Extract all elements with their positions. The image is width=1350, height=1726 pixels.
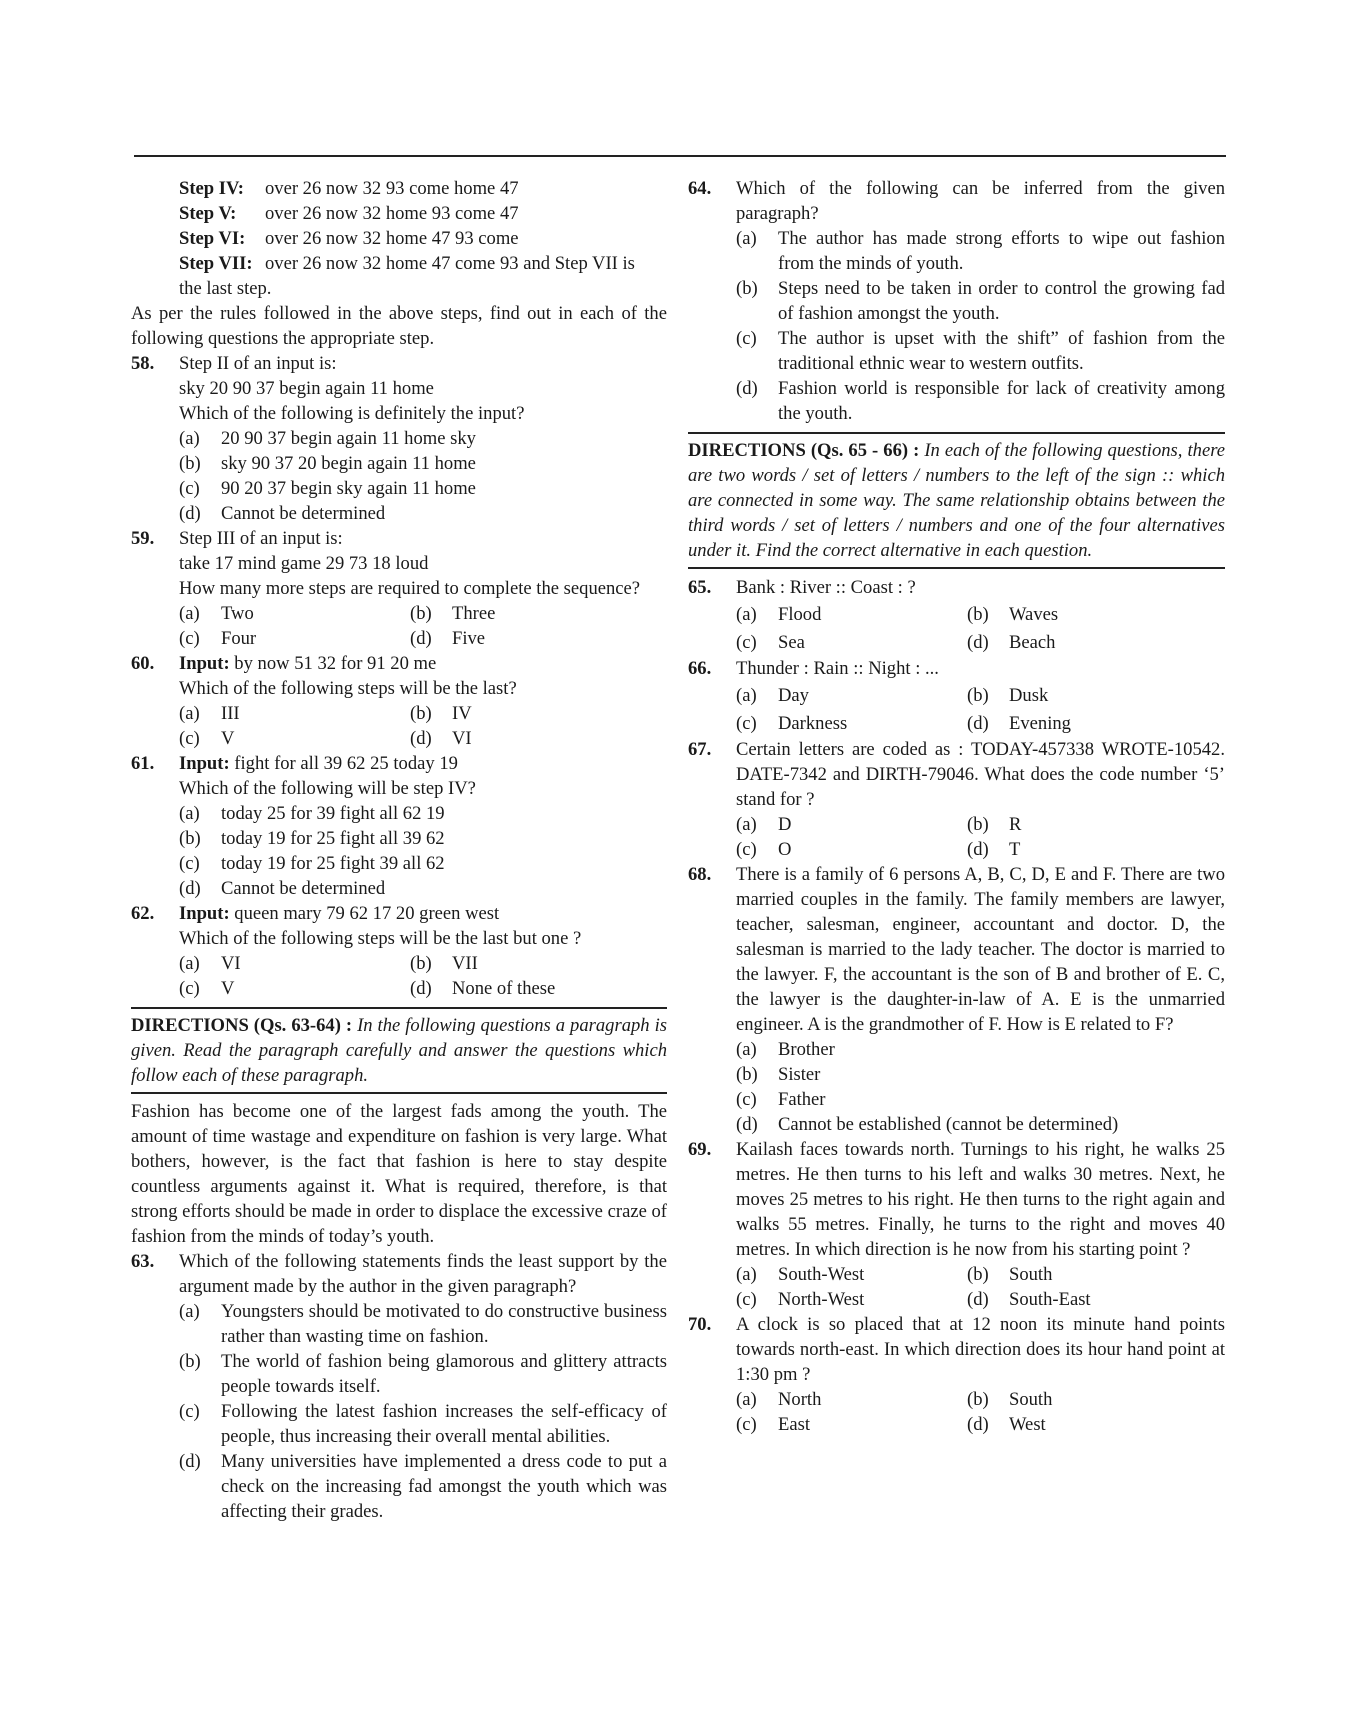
option-text: South xyxy=(1009,1389,1053,1410)
option-tag: (a) xyxy=(179,703,200,724)
option[interactable] xyxy=(179,951,410,976)
option-text: The author has made strong efforts to wipe out fashion from the minds of youth. xyxy=(778,228,1225,274)
option-row xyxy=(688,1412,1225,1437)
option-text: Father xyxy=(778,1089,826,1110)
question-number: 61. xyxy=(131,753,155,774)
option[interactable] xyxy=(688,1112,1225,1137)
option[interactable] xyxy=(410,976,641,1001)
question-number: 66. xyxy=(688,658,712,679)
question-text: Which of the following steps will be the last but one ? xyxy=(179,928,582,949)
step-label: Step VI: xyxy=(179,228,246,249)
step-label: Step V: xyxy=(179,203,237,224)
option-text: 90 20 37 begin sky again 11 home xyxy=(221,478,476,499)
option-tag: (c) xyxy=(736,328,757,349)
question-text: Bank : River :: Coast : ? xyxy=(736,577,916,598)
question-number: 62. xyxy=(131,903,155,924)
option-tag: (d) xyxy=(736,1114,758,1135)
directions-label: DIRECTIONS (Qs. 63-64) : xyxy=(131,1015,353,1036)
option-tag: (d) xyxy=(736,378,758,399)
option-tag: (c) xyxy=(179,628,200,649)
option-tag: (a) xyxy=(736,814,757,835)
option-tag: (d) xyxy=(967,1414,989,1435)
option-text: Evening xyxy=(1009,712,1071,734)
option-tag: (b) xyxy=(736,278,758,299)
step-row xyxy=(131,201,667,226)
question-text: fight for all 39 62 25 today 19 xyxy=(229,753,458,774)
option-text: today 19 for 25 fight all 39 62 xyxy=(221,828,445,849)
option-text: R xyxy=(1009,814,1022,835)
passage-text: Fashion has become one of the largest fads among the youth. The amount of time wastage and expenditure on fashion is very large. What bothers, however, is the fact that fashion is here to stay despite countless arguments against it. What is required, therefore, is that strong efforts should be made in order to displace the excessive craze of fashion from the minds of today’s youth. xyxy=(131,1101,667,1247)
option-text: III xyxy=(221,703,240,724)
option-tag: (d) xyxy=(967,839,989,860)
question-64 xyxy=(688,176,1225,226)
option-tag: (a) xyxy=(736,1389,757,1410)
option-tag: (c) xyxy=(179,853,200,874)
option-text: IV xyxy=(452,703,472,724)
option-text: Waves xyxy=(1009,603,1059,625)
option-tag: (b) xyxy=(967,814,989,835)
option[interactable] xyxy=(688,1037,1225,1062)
option[interactable] xyxy=(967,1287,1198,1312)
option-text: The author is upset with the shift” of fashion from the traditional ethnic wear to western outfits. xyxy=(778,328,1225,374)
option[interactable] xyxy=(736,1412,967,1437)
option-tag: (c) xyxy=(179,1401,200,1422)
question-69 xyxy=(688,1137,1225,1262)
option-text: Following the latest fashion increases the self-efficacy of people, thus increasing their overall mental abilities. xyxy=(221,1401,667,1447)
option-tag: (a) xyxy=(736,1264,757,1285)
question-text: Which of the following steps will be the last? xyxy=(179,678,517,699)
option-row xyxy=(688,812,1225,837)
option[interactable] xyxy=(179,701,410,726)
option-row xyxy=(688,1387,1225,1412)
option[interactable] xyxy=(410,951,641,976)
question-number: 68. xyxy=(688,864,712,885)
step-text: over 26 now 32 home 47 93 come xyxy=(265,228,519,249)
option-text: Flood xyxy=(778,603,822,625)
option-tag: (b) xyxy=(967,603,989,625)
question-text: A clock is so placed that at 12 noon its minute hand points towards north-east. In which direction does its hour hand point at 1:30 pm ? xyxy=(736,1314,1225,1385)
option-row xyxy=(688,1287,1225,1312)
question-text: Step II of an input is: xyxy=(179,353,337,374)
question-number: 58. xyxy=(131,353,155,374)
option-text: Day xyxy=(778,684,809,706)
question-number: 63. xyxy=(131,1251,155,1272)
option-tag: (d) xyxy=(179,878,201,899)
option[interactable] xyxy=(131,426,667,451)
option-tag: (b) xyxy=(410,953,432,974)
question-65 xyxy=(688,575,1225,600)
option-tag: (d) xyxy=(967,712,989,734)
option[interactable] xyxy=(736,1287,967,1312)
question-text: Step III of an input is: xyxy=(179,528,343,549)
option-text: Brother xyxy=(778,1039,835,1060)
option[interactable] xyxy=(736,628,967,656)
option-row xyxy=(688,600,1225,628)
section-rule xyxy=(131,1092,667,1094)
option[interactable] xyxy=(688,1087,1225,1112)
option-text: Two xyxy=(221,603,254,624)
step-text: over 26 now 32 home 47 come 93 and Step VII is xyxy=(265,253,635,274)
option-text: Cannot be established (cannot be determined) xyxy=(778,1114,1119,1135)
section-rule xyxy=(688,432,1225,434)
option[interactable] xyxy=(131,1399,667,1449)
question-text: Which of the following statements finds the least support by the argument made by the author in the given paragraph? xyxy=(179,1251,667,1297)
question-text: by now 51 32 for 91 20 me xyxy=(229,653,437,674)
question-number: 70. xyxy=(688,1314,712,1335)
option-row xyxy=(688,709,1225,737)
option-tag: (d) xyxy=(179,503,201,524)
step-continuation: the last step. xyxy=(179,278,272,299)
option-tag: (b) xyxy=(179,828,201,849)
question-text: Kailash faces towards north. Turnings to his right, he walks 25 metres. He then turns to his left and walks 30 metres. Next, he moves 25 metres to his right. He then turns to the right again and walks 55 metres. Finally, he turns to the right and moves 40 metres. In which direction is he now from his starting point ? xyxy=(736,1139,1225,1260)
option-text: V xyxy=(221,978,235,999)
option-text: South-West xyxy=(778,1264,865,1285)
question-number: 60. xyxy=(131,653,155,674)
question-text: Which of the following will be step IV? xyxy=(179,778,476,799)
option-tag: (b) xyxy=(179,453,201,474)
intro-text: As per the rules followed in the above steps, find out in each of the following questions the appropriate step. xyxy=(131,303,667,349)
option-tag: (d) xyxy=(967,631,989,653)
option-text: today 25 for 39 fight all 62 19 xyxy=(221,803,445,824)
directions-65-66 xyxy=(688,438,1225,563)
question-text: Which of the following can be inferred from the given paragraph? xyxy=(736,178,1225,224)
option-text: Dusk xyxy=(1009,684,1049,706)
question-61 xyxy=(131,751,667,801)
question-text: How many more steps are required to complete the sequence? xyxy=(179,578,641,599)
option-row xyxy=(688,837,1225,862)
left-column xyxy=(131,176,667,1524)
top-rule xyxy=(134,155,1226,157)
option-tag: (b) xyxy=(410,703,432,724)
right-column xyxy=(688,176,1225,1437)
option-tag: (c) xyxy=(736,1289,757,1310)
question-59 xyxy=(131,526,667,601)
option-tag: (a) xyxy=(179,803,200,824)
option-text: Sea xyxy=(778,631,805,653)
option-tag: (d) xyxy=(410,628,432,649)
option[interactable] xyxy=(179,626,410,651)
option-text: North-West xyxy=(778,1289,865,1310)
option[interactable] xyxy=(131,1349,667,1399)
option-text: None of these xyxy=(452,978,556,999)
option-row xyxy=(131,601,667,626)
option-tag: (b) xyxy=(967,1264,989,1285)
question-58 xyxy=(131,351,667,426)
option[interactable] xyxy=(736,1262,967,1287)
option-tag: (c) xyxy=(736,1089,757,1110)
option-text: Three xyxy=(452,603,496,624)
step-text: over 26 now 32 home 93 come 47 xyxy=(265,203,519,224)
option[interactable] xyxy=(967,709,1198,737)
option-tag: (d) xyxy=(410,728,432,749)
option-row xyxy=(131,976,667,1001)
option-tag: (b) xyxy=(179,1351,201,1372)
step-label: Step VII: xyxy=(179,253,253,274)
option[interactable] xyxy=(179,601,410,626)
question-number: 64. xyxy=(688,178,712,199)
option[interactable] xyxy=(736,709,967,737)
option-text: Fashion world is responsible for lack of creativity among the youth. xyxy=(778,378,1225,424)
option[interactable] xyxy=(179,976,410,1001)
step-row xyxy=(131,251,667,276)
option[interactable] xyxy=(967,812,1198,837)
option-tag: (a) xyxy=(179,603,200,624)
option-text: VI xyxy=(221,953,241,974)
option-row xyxy=(131,701,667,726)
option[interactable] xyxy=(131,851,667,876)
option-row xyxy=(688,1262,1225,1287)
option[interactable] xyxy=(736,1387,967,1412)
option-tag: (c) xyxy=(736,1414,757,1435)
step-text: over 26 now 32 93 come home 47 xyxy=(265,178,519,199)
option[interactable] xyxy=(967,837,1198,862)
option[interactable] xyxy=(967,1412,1198,1437)
option-text: South-East xyxy=(1009,1289,1091,1310)
option-text: Sister xyxy=(778,1064,821,1085)
section-rule xyxy=(688,567,1225,569)
option[interactable] xyxy=(131,876,667,901)
option[interactable] xyxy=(967,681,1198,709)
option[interactable] xyxy=(179,726,410,751)
option-row xyxy=(131,626,667,651)
option-text: Beach xyxy=(1009,631,1056,653)
option-tag: (a) xyxy=(179,428,200,449)
option-text: D xyxy=(778,814,792,835)
option[interactable] xyxy=(131,826,667,851)
question-text: Which of the following is definitely the input? xyxy=(179,403,525,424)
option-row xyxy=(688,681,1225,709)
question-63 xyxy=(131,1249,667,1299)
option-tag: (a) xyxy=(179,953,200,974)
option[interactable] xyxy=(688,226,1225,276)
option[interactable] xyxy=(967,1262,1198,1287)
option-tag: (d) xyxy=(179,1451,201,1472)
option-tag: (a) xyxy=(736,1039,757,1060)
option-text: Cannot be determined xyxy=(221,878,386,899)
option-text: sky 90 37 20 begin again 11 home xyxy=(221,453,476,474)
option[interactable] xyxy=(410,726,641,751)
option-tag: (c) xyxy=(179,728,200,749)
question-67 xyxy=(688,737,1225,812)
question-number: 65. xyxy=(688,577,712,598)
option[interactable] xyxy=(967,600,1198,628)
option[interactable] xyxy=(967,1387,1198,1412)
option[interactable] xyxy=(131,1449,667,1524)
directions-63-64 xyxy=(131,1013,667,1088)
option[interactable] xyxy=(410,626,641,651)
option-tag: (d) xyxy=(967,1289,989,1310)
option-text: VI xyxy=(452,728,472,749)
option[interactable] xyxy=(967,628,1198,656)
option[interactable] xyxy=(688,376,1225,426)
input-label: Input: xyxy=(179,753,230,774)
option-text: VII xyxy=(452,953,478,974)
option-text: South xyxy=(1009,1264,1053,1285)
option-row xyxy=(688,628,1225,656)
option-tag: (c) xyxy=(736,631,757,653)
option-row xyxy=(131,726,667,751)
option[interactable] xyxy=(410,601,641,626)
question-text: Thunder : Rain :: Night : ... xyxy=(736,658,939,679)
option-text: today 19 for 25 fight 39 all 62 xyxy=(221,853,445,874)
question-text: sky 20 90 37 begin again 11 home xyxy=(179,378,434,399)
question-number: 59. xyxy=(131,528,155,549)
option-text: Many universities have implemented a dress code to put a check on the increasing fad amongst the youth which was affecting their grades. xyxy=(221,1451,667,1522)
option-text: East xyxy=(778,1414,811,1435)
option[interactable] xyxy=(131,476,667,501)
question-number: 67. xyxy=(688,739,712,760)
option-text: North xyxy=(778,1389,822,1410)
step-label: Step IV: xyxy=(179,178,244,199)
section-rule xyxy=(131,1007,667,1009)
option[interactable] xyxy=(688,276,1225,326)
option-tag: (d) xyxy=(410,978,432,999)
option-text: Four xyxy=(221,628,257,649)
option-tag: (b) xyxy=(736,1064,758,1085)
question-text: Certain letters are coded as : TODAY-457338 WROTE-10542. DATE-7342 and DIRTH-79046. What does the code number ‘5’ stand for ? xyxy=(736,739,1225,810)
option-text: Youngsters should be motivated to do constructive business rather than wasting time on fashion. xyxy=(221,1301,667,1347)
option-text: T xyxy=(1009,839,1021,860)
directions-text: In the following questions a paragraph is given. Read the paragraph carefully and answer the questions which follow each of these paragraph. xyxy=(131,1015,667,1086)
option-tag: (a) xyxy=(736,603,757,625)
option-text: Cannot be determined xyxy=(221,503,386,524)
option-row xyxy=(131,951,667,976)
option-text: Darkness xyxy=(778,712,848,734)
option[interactable] xyxy=(688,1062,1225,1087)
step-row xyxy=(131,176,667,201)
directions-label: DIRECTIONS (Qs. 65 - 66) : xyxy=(688,440,920,461)
option-tag: (b) xyxy=(967,684,989,706)
option-tag: (a) xyxy=(736,684,757,706)
directions-text: In each of the following questions, there are two words / set of letters / numbers to the left of the sign :: which are connected in some way. The same relationship obtains between the third words / set of letters / numbers and one of the four alternatives under it. Find the correct alternative in each question. xyxy=(688,440,1225,561)
option-text: Five xyxy=(452,628,486,649)
option-tag: (c) xyxy=(736,839,757,860)
option-tag: (a) xyxy=(736,228,757,249)
option-tag: (c) xyxy=(736,712,757,734)
option-text: 20 90 37 begin again 11 home sky xyxy=(221,428,476,449)
option[interactable] xyxy=(131,801,667,826)
option[interactable] xyxy=(736,681,967,709)
option-text: The world of fashion being glamorous and glittery attracts people towards itself. xyxy=(221,1351,667,1397)
option[interactable] xyxy=(736,837,967,862)
question-text: take 17 mind game 29 73 18 loud xyxy=(179,553,429,574)
option[interactable] xyxy=(736,600,967,628)
option-tag: (c) xyxy=(179,478,200,499)
option[interactable] xyxy=(736,812,967,837)
step-row xyxy=(131,226,667,251)
question-62 xyxy=(131,901,667,951)
option-tag: (a) xyxy=(179,1301,200,1322)
question-number: 69. xyxy=(688,1139,712,1160)
question-68 xyxy=(688,862,1225,1037)
option[interactable] xyxy=(131,1299,667,1349)
question-text: queen mary 79 62 17 20 green west xyxy=(229,903,500,924)
input-label: Input: xyxy=(179,903,230,924)
option-text: Steps need to be taken in order to control the growing fad of fashion amongst the youth. xyxy=(778,278,1225,324)
option-text: West xyxy=(1009,1414,1046,1435)
question-60 xyxy=(131,651,667,701)
option[interactable] xyxy=(688,326,1225,376)
question-66 xyxy=(688,656,1225,681)
input-label: Input: xyxy=(179,653,230,674)
option[interactable] xyxy=(131,451,667,476)
option[interactable] xyxy=(410,701,641,726)
option-text: V xyxy=(221,728,235,749)
option-tag: (b) xyxy=(967,1389,989,1410)
question-text: There is a family of 6 persons A, B, C, D, E and F. There are two married couples in the family. The family members are lawyer, teacher, salesman, engineer, accountant and doctor. D, the salesman is married to the lady teacher. The doctor is married to the lawyer. F, the accountant is the son of B and brother of E. C, the lawyer is the daughter-in-law of A. E is the unmarried engineer. A is the grandmother of F. How is E related to F? xyxy=(736,864,1225,1035)
option-tag: (b) xyxy=(410,603,432,624)
option[interactable] xyxy=(131,501,667,526)
option-tag: (c) xyxy=(179,978,200,999)
option-text: O xyxy=(778,839,792,860)
steps-list xyxy=(131,176,667,301)
question-70 xyxy=(688,1312,1225,1387)
